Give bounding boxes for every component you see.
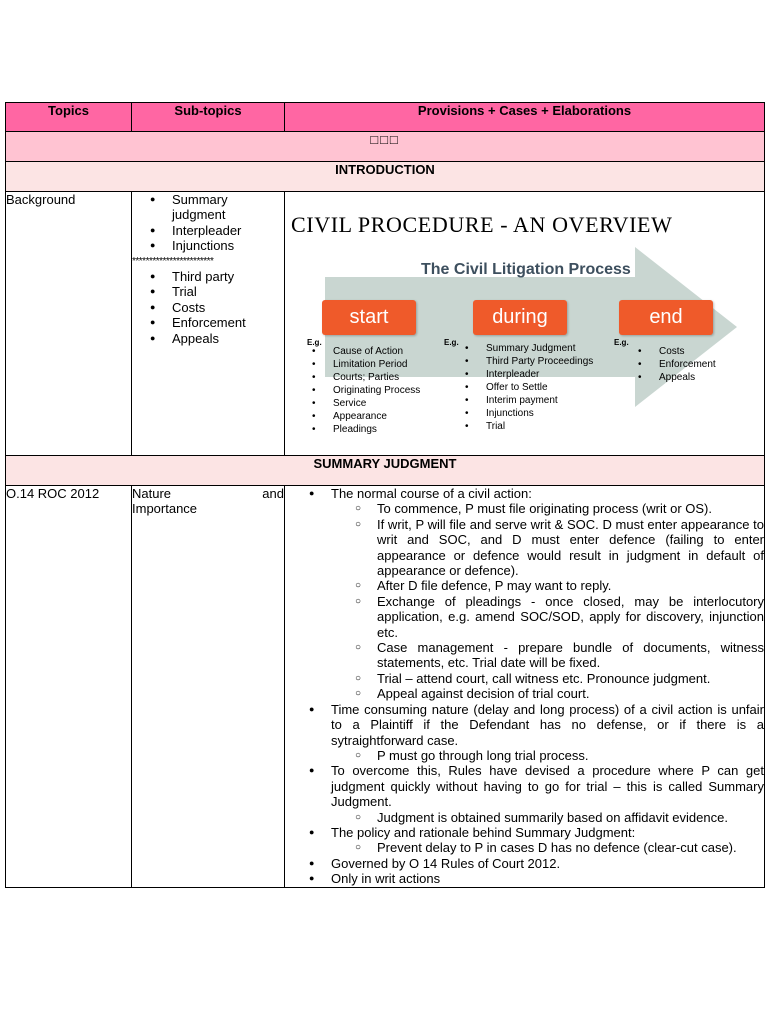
sub-list	[331, 840, 764, 855]
list-item: ● Summary judgment	[172, 192, 284, 223]
stage-end-list	[635, 345, 716, 384]
subtopic-word: Importance	[132, 501, 198, 517]
list-item: • Appearance	[309, 410, 420, 423]
list-item: ● Trial	[172, 284, 284, 299]
list-item: ○ Prevent delay to P in cases D has no defence (clear-cut case).	[357, 840, 764, 855]
list-item: ● Enforcement	[172, 315, 284, 330]
list-item: • Third Party Proceedings	[462, 355, 593, 368]
list-item: ● Third party	[172, 269, 284, 284]
section-row-summary-judgment	[6, 456, 765, 486]
list-item: ● Costs	[172, 300, 284, 315]
list-item: • Costs	[635, 345, 716, 358]
list-item: • Service	[309, 397, 420, 410]
list-item: • Appeals	[635, 371, 716, 384]
header-provisions: Provisions + Cases + Elaborations	[285, 103, 765, 132]
bullet-text: To overcome this, Rules have devised a procedure where P can get judgment quickly without having to go for trial – this is called Summary Judgment.	[331, 763, 764, 810]
stage-start: start	[322, 300, 416, 335]
stage-during-list	[462, 342, 593, 433]
list-item: • Offer to Settle	[462, 381, 593, 394]
list-item: • Originating Process	[309, 384, 420, 397]
bullet-text: The policy and rationale behind Summary Judgment:	[331, 824, 636, 840]
stage-end: end	[619, 300, 713, 335]
overview-subtitle: The Civil Litigation Process	[421, 261, 631, 278]
section-row-introduction	[6, 162, 765, 192]
subtopic-nature-line	[132, 486, 284, 501]
overview-graphic	[285, 192, 764, 442]
provisions-cell	[285, 486, 765, 888]
subtopic-word: Nature	[132, 486, 172, 501]
list-item: ○ After D file defence, P may want to reply.	[357, 578, 764, 593]
list-item: ○ Trial – attend court, call witness etc. Pronounce judgment.	[357, 671, 764, 686]
subtopics-list-b	[132, 269, 284, 346]
list-item: ○ If writ, P will file and serve writ & SOC. D must enter appearance to writ and SOC, and D must enter defence (failing to enter appearance or defence would result in judgment in default of appearance or defence).	[357, 517, 764, 579]
list-item: ● Governed by O 14 Rules of Court 2012.	[311, 856, 764, 871]
section-title-summary-judgment: SUMMARY JUDGMENT	[6, 456, 765, 486]
list-item: ○ To commence, P must file originating process (writ or OS).	[357, 501, 764, 516]
list-item: • Limitation Period	[309, 358, 420, 371]
topic-cell	[6, 192, 132, 456]
topic-o14: O.14 ROC 2012	[6, 486, 100, 501]
stage-during: during	[473, 300, 567, 335]
separator-stars: ************************	[132, 255, 214, 267]
subtopics-list-a	[132, 192, 284, 254]
overview-cell	[285, 192, 765, 456]
list-item	[311, 825, 764, 856]
list-item: ○ P must go through long trial process.	[357, 748, 764, 763]
bullet-text: Time consuming nature (delay and long process) of a civil action is unfair to a Plaintiff if the Defendant has no defense, or if there is a sytraightforward case.	[331, 701, 764, 748]
stage-start-list	[309, 345, 420, 436]
list-item: ● Only in writ actions	[311, 871, 764, 886]
table-row-background	[6, 192, 765, 456]
list-item: ○ Exchange of pleadings - once closed, may be interlocutory application, e.g. amend SOC/SOD, apply for discovery, injunction etc.	[357, 594, 764, 640]
list-item	[311, 702, 764, 764]
eg-label-start: E.g.	[307, 338, 322, 347]
header-topics: Topics	[6, 103, 132, 132]
sub-list	[331, 810, 764, 825]
subtopics-cell	[132, 192, 285, 456]
list-item	[311, 763, 764, 825]
eg-label-end: E.g.	[614, 338, 629, 347]
header-row	[6, 103, 765, 132]
list-item: ● Interpleader	[172, 223, 284, 238]
list-item: • Cause of Action	[309, 345, 420, 358]
list-item: • Interpleader	[462, 368, 593, 381]
table-row-summary	[6, 486, 765, 888]
list-item: • Pleadings	[309, 423, 420, 436]
bullet-text: The normal course of a civil action:	[331, 486, 532, 501]
list-item: ● Appeals	[172, 331, 284, 346]
notes-table	[5, 102, 765, 888]
eg-label-during: E.g.	[444, 338, 459, 347]
subtopics-cell	[132, 486, 285, 888]
list-item: • Summary Judgment	[462, 342, 593, 355]
list-item: ○ Case management - prepare bundle of documents, witness statements, etc. Trial date will be fixed.	[357, 640, 764, 671]
topic-cell	[6, 486, 132, 888]
sub-list	[331, 748, 764, 763]
placeholder-band-row	[6, 132, 765, 162]
list-item: • Interim payment	[462, 394, 593, 407]
placeholder-band: □□□	[6, 132, 765, 162]
list-item	[311, 486, 764, 702]
section-title-introduction: INTRODUCTION	[6, 162, 765, 192]
list-item: ● Injunctions	[172, 238, 284, 253]
provisions-list	[285, 486, 764, 887]
overview-title: CIVIL PROCEDURE - AN OVERVIEW	[291, 212, 673, 237]
list-item: • Courts; Parties	[309, 371, 420, 384]
list-item: ○ Appeal against decision of trial court.	[357, 686, 764, 701]
list-item: • Trial	[462, 420, 593, 433]
list-item: ○ Judgment is obtained summarily based on affidavit evidence.	[357, 810, 764, 825]
header-subtopics: Sub-topics	[132, 103, 285, 132]
subtopic-word: and	[262, 486, 284, 501]
list-item: • Injunctions	[462, 407, 593, 420]
topic-background: Background	[6, 192, 76, 207]
list-item: • Enforcement	[635, 358, 716, 371]
sub-list	[331, 501, 764, 701]
